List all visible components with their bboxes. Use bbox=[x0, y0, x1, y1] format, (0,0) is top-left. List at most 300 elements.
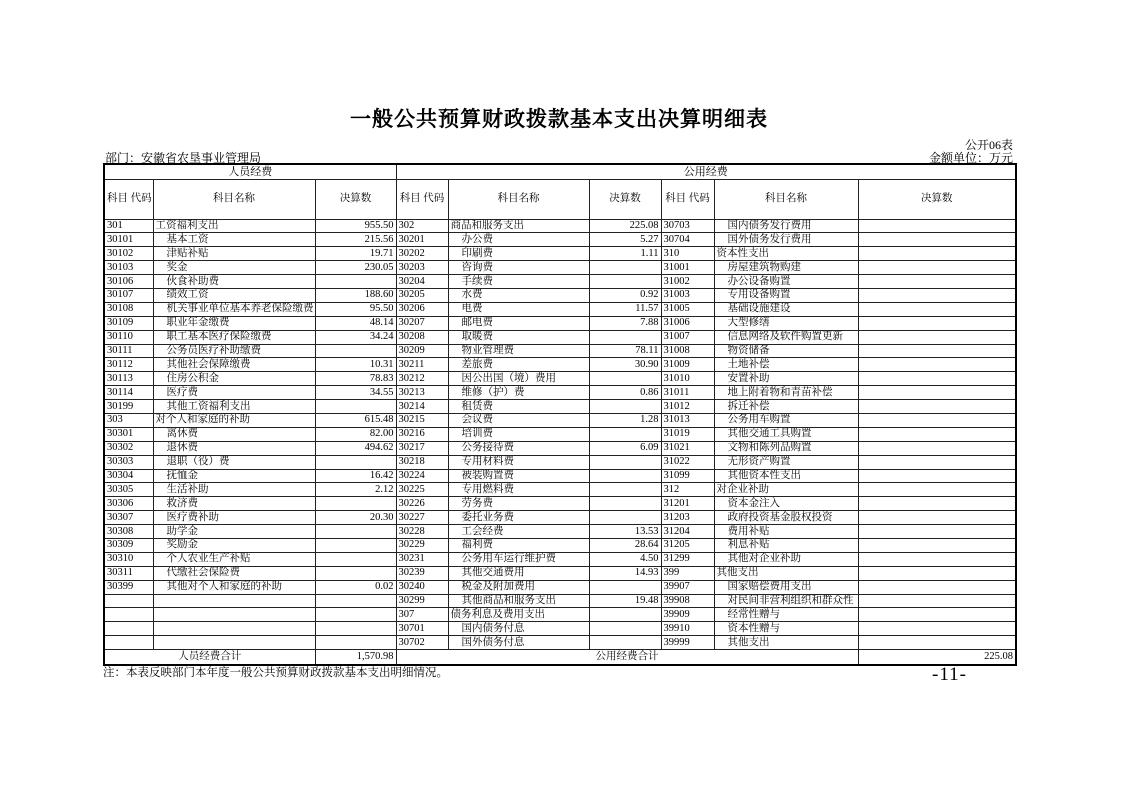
table-row bbox=[104, 622, 1016, 636]
subject-name-cell: 利息补贴 bbox=[714, 538, 858, 552]
subject-code-cell: 30240 bbox=[396, 580, 448, 594]
subject-name-cell: 因公出国（境）费用 bbox=[448, 372, 589, 386]
subject-name-cell bbox=[153, 608, 315, 622]
table-row bbox=[104, 483, 1016, 497]
subject-name-cell: 医疗费补助 bbox=[153, 511, 315, 525]
subject-code-cell: 30203 bbox=[396, 261, 448, 275]
amount-cell: 78.11 bbox=[589, 344, 661, 358]
table-row bbox=[104, 636, 1016, 650]
table-row bbox=[104, 552, 1016, 566]
amount-cell bbox=[858, 261, 1016, 275]
subject-code-cell: 30228 bbox=[396, 525, 448, 539]
subject-code-cell: 312 bbox=[661, 483, 714, 497]
subject-code-cell: 30216 bbox=[396, 427, 448, 441]
subject-code-cell: 31019 bbox=[661, 427, 714, 441]
subject-code-cell: 30206 bbox=[396, 302, 448, 316]
amount-cell bbox=[858, 302, 1016, 316]
table-row bbox=[104, 302, 1016, 316]
amount-cell: 4.50 bbox=[589, 552, 661, 566]
amount-cell bbox=[589, 608, 661, 622]
subject-code-cell: 31003 bbox=[661, 288, 714, 302]
subject-name-cell: 经常性赠与 bbox=[714, 608, 858, 622]
subject-name-cell: 离休费 bbox=[153, 427, 315, 441]
subject-code-cell: 31204 bbox=[661, 525, 714, 539]
amount-cell: 30.90 bbox=[589, 358, 661, 372]
amount-cell: 0.02 bbox=[315, 580, 396, 594]
amount-cell bbox=[589, 261, 661, 275]
amount-cell bbox=[858, 469, 1016, 483]
table-row bbox=[104, 511, 1016, 525]
footnote: 注：本表反映部门本年度一般公共预算财政拨款基本支出明细情况。 bbox=[103, 667, 448, 679]
subject-code-cell: 31022 bbox=[661, 455, 714, 469]
subject-code-cell bbox=[104, 622, 153, 636]
personnel-total-value: 1,570.98 bbox=[315, 650, 396, 665]
subject-name-cell: 国外债务付息 bbox=[448, 636, 589, 650]
subject-code-cell: 30201 bbox=[396, 233, 448, 247]
subject-name-cell: 其他对企业补助 bbox=[714, 552, 858, 566]
subject-code-cell: 30310 bbox=[104, 552, 153, 566]
subject-code-cell: 30311 bbox=[104, 566, 153, 580]
subject-code-cell: 39910 bbox=[661, 622, 714, 636]
amount-cell bbox=[858, 413, 1016, 427]
subject-code-header: 科目 代码 bbox=[104, 179, 153, 219]
amount-cell bbox=[589, 400, 661, 414]
subject-name-cell: 物业管理费 bbox=[448, 344, 589, 358]
amount-cell: 494.62 bbox=[315, 441, 396, 455]
subject-code-cell: 30101 bbox=[104, 233, 153, 247]
amount-cell: 225.08 bbox=[589, 219, 661, 233]
subject-name-cell: 安置补助 bbox=[714, 372, 858, 386]
amount-cell bbox=[858, 525, 1016, 539]
budget-detail-table bbox=[103, 163, 1017, 666]
subject-code-cell: 30702 bbox=[396, 636, 448, 650]
subject-code-cell: 30227 bbox=[396, 511, 448, 525]
page-number: -11- bbox=[932, 664, 967, 685]
amount-cell bbox=[589, 483, 661, 497]
table-row bbox=[104, 469, 1016, 483]
subject-name-cell: 邮电费 bbox=[448, 316, 589, 330]
totals-row bbox=[104, 650, 1016, 665]
subject-name-cell: 手续费 bbox=[448, 275, 589, 289]
table-row bbox=[104, 288, 1016, 302]
subject-code-cell: 31205 bbox=[661, 538, 714, 552]
subject-code-cell: 30224 bbox=[396, 469, 448, 483]
amount-cell bbox=[858, 580, 1016, 594]
subject-code-cell: 30110 bbox=[104, 330, 153, 344]
subject-name-cell: 公务接待费 bbox=[448, 441, 589, 455]
subject-code-cell: 31009 bbox=[661, 358, 714, 372]
subject-name-cell: 助学金 bbox=[153, 525, 315, 539]
subject-name-cell: 房屋建筑物购建 bbox=[714, 261, 858, 275]
subject-name-cell: 个人农业生产补贴 bbox=[153, 552, 315, 566]
amount-cell: 0.92 bbox=[589, 288, 661, 302]
amount-header: 决算数 bbox=[589, 179, 661, 219]
subject-name-cell: 住房公积金 bbox=[153, 372, 315, 386]
subject-name-cell: 工会经费 bbox=[448, 525, 589, 539]
amount-cell bbox=[858, 441, 1016, 455]
subject-name-cell: 地上附着物和青苗补偿 bbox=[714, 386, 858, 400]
subject-code-cell: 30114 bbox=[104, 386, 153, 400]
group-header-public: 公用经费 bbox=[396, 164, 1016, 179]
amount-cell bbox=[589, 372, 661, 386]
table-row bbox=[104, 316, 1016, 330]
document-page bbox=[103, 0, 1015, 794]
subject-code-cell: 30102 bbox=[104, 247, 153, 261]
subject-name-cell: 咨询费 bbox=[448, 261, 589, 275]
table-row bbox=[104, 261, 1016, 275]
subject-code-cell: 30107 bbox=[104, 288, 153, 302]
subject-name-cell: 文物和陈列品购置 bbox=[714, 441, 858, 455]
table-row bbox=[104, 594, 1016, 608]
subject-code-cell: 30199 bbox=[104, 400, 153, 414]
subject-code-cell: 30215 bbox=[396, 413, 448, 427]
subject-code-cell: 30304 bbox=[104, 469, 153, 483]
subject-name-cell: 费用补贴 bbox=[714, 525, 858, 539]
subject-name-cell bbox=[153, 622, 315, 636]
amount-cell bbox=[315, 622, 396, 636]
subject-name-header: 科目名称 bbox=[714, 179, 858, 219]
subject-code-cell: 30226 bbox=[396, 497, 448, 511]
amount-cell bbox=[589, 622, 661, 636]
amount-cell bbox=[858, 288, 1016, 302]
amount-cell bbox=[858, 455, 1016, 469]
table-row bbox=[104, 538, 1016, 552]
subject-name-cell: 其他对个人和家庭的补助 bbox=[153, 580, 315, 594]
subject-name-cell: 医疗费 bbox=[153, 386, 315, 400]
amount-cell bbox=[315, 455, 396, 469]
subject-name-cell: 办公设备购置 bbox=[714, 275, 858, 289]
subject-code-cell: 30701 bbox=[396, 622, 448, 636]
subject-code-cell bbox=[104, 594, 153, 608]
subject-code-cell: 30299 bbox=[396, 594, 448, 608]
table-row bbox=[104, 247, 1016, 261]
subject-code-cell: 30302 bbox=[104, 441, 153, 455]
amount-cell bbox=[315, 525, 396, 539]
subject-name-cell: 对民间非营利组织和群众性 bbox=[714, 594, 858, 608]
amount-cell bbox=[858, 427, 1016, 441]
table-row bbox=[104, 400, 1016, 414]
subject-name-cell: 信息网络及软件购置更新 bbox=[714, 330, 858, 344]
amount-cell bbox=[858, 372, 1016, 386]
subject-code-cell: 30109 bbox=[104, 316, 153, 330]
amount-cell bbox=[315, 552, 396, 566]
amount-cell bbox=[315, 344, 396, 358]
subject-code-cell: 30208 bbox=[396, 330, 448, 344]
amount-cell: 19.48 bbox=[589, 594, 661, 608]
amount-cell: 188.60 bbox=[315, 288, 396, 302]
subject-code-cell: 30211 bbox=[396, 358, 448, 372]
amount-cell bbox=[589, 455, 661, 469]
table-row bbox=[104, 330, 1016, 344]
amount-cell bbox=[315, 497, 396, 511]
amount-cell: 16.42 bbox=[315, 469, 396, 483]
subject-code-cell: 30231 bbox=[396, 552, 448, 566]
subject-code-cell: 30303 bbox=[104, 455, 153, 469]
amount-cell: 215.56 bbox=[315, 233, 396, 247]
amount-cell bbox=[858, 400, 1016, 414]
amount-cell bbox=[589, 427, 661, 441]
subject-code-cell: 31012 bbox=[661, 400, 714, 414]
table-row bbox=[104, 455, 1016, 469]
subject-code-cell: 307 bbox=[396, 608, 448, 622]
amount-cell bbox=[858, 330, 1016, 344]
amount-cell bbox=[589, 330, 661, 344]
amount-cell: 2.12 bbox=[315, 483, 396, 497]
subject-code-cell: 30239 bbox=[396, 566, 448, 580]
amount-cell: 615.48 bbox=[315, 413, 396, 427]
subject-name-cell bbox=[153, 594, 315, 608]
subject-name-cell: 其他支出 bbox=[714, 566, 858, 580]
table-row bbox=[104, 219, 1016, 233]
amount-cell: 19.71 bbox=[315, 247, 396, 261]
amount-cell bbox=[858, 358, 1016, 372]
table-row bbox=[104, 497, 1016, 511]
subject-name-cell: 电费 bbox=[448, 302, 589, 316]
subject-name-cell: 物资储备 bbox=[714, 344, 858, 358]
subject-code-cell: 30307 bbox=[104, 511, 153, 525]
subject-name-cell: 国内债务发行费用 bbox=[714, 219, 858, 233]
subject-code-header: 科目 代码 bbox=[661, 179, 714, 219]
subject-code-cell: 31005 bbox=[661, 302, 714, 316]
subject-name-cell: 职业年金缴费 bbox=[153, 316, 315, 330]
amount-cell bbox=[858, 511, 1016, 525]
subject-name-cell: 维修（护）费 bbox=[448, 386, 589, 400]
subject-code-cell: 30202 bbox=[396, 247, 448, 261]
subject-code-cell: 31099 bbox=[661, 469, 714, 483]
subject-name-cell: 资本金注入 bbox=[714, 497, 858, 511]
subject-name-cell: 绩效工资 bbox=[153, 288, 315, 302]
subject-code-cell: 30108 bbox=[104, 302, 153, 316]
amount-cell bbox=[858, 622, 1016, 636]
subject-code-cell: 301 bbox=[104, 219, 153, 233]
subject-name-cell: 无形资产购置 bbox=[714, 455, 858, 469]
department-label: 部门：安徽省农垦事业管理局 bbox=[105, 151, 262, 165]
subject-name-cell: 生活补助 bbox=[153, 483, 315, 497]
subject-code-cell: 30301 bbox=[104, 427, 153, 441]
table-row bbox=[104, 580, 1016, 594]
subject-code-cell: 31006 bbox=[661, 316, 714, 330]
subject-code-cell: 30205 bbox=[396, 288, 448, 302]
subject-name-cell: 基础设施建设 bbox=[714, 302, 858, 316]
subject-code-cell: 30204 bbox=[396, 275, 448, 289]
amount-cell bbox=[315, 538, 396, 552]
amount-cell: 1.11 bbox=[589, 247, 661, 261]
subject-name-cell: 其他工资福利支出 bbox=[153, 400, 315, 414]
amount-cell bbox=[858, 594, 1016, 608]
subject-name-cell: 拆迁补偿 bbox=[714, 400, 858, 414]
subject-code-cell: 30703 bbox=[661, 219, 714, 233]
public-total-value: 225.08 bbox=[858, 650, 1016, 665]
subject-name-cell: 基本工资 bbox=[153, 233, 315, 247]
subject-name-cell: 公务用车购置 bbox=[714, 413, 858, 427]
amount-cell bbox=[858, 497, 1016, 511]
subject-name-cell: 公务用车运行维护费 bbox=[448, 552, 589, 566]
subject-name-cell: 公务员医疗补助缴费 bbox=[153, 344, 315, 358]
subject-code-cell: 31299 bbox=[661, 552, 714, 566]
amount-cell: 230.05 bbox=[315, 261, 396, 275]
subject-code-cell: 30399 bbox=[104, 580, 153, 594]
table-row bbox=[104, 608, 1016, 622]
amount-cell: 82.00 bbox=[315, 427, 396, 441]
amount-cell: 78.83 bbox=[315, 372, 396, 386]
table-row bbox=[104, 427, 1016, 441]
amount-cell bbox=[858, 233, 1016, 247]
subject-name-cell: 对企业补助 bbox=[714, 483, 858, 497]
subject-name-cell: 其他交通工具购置 bbox=[714, 427, 858, 441]
subject-code-cell: 30212 bbox=[396, 372, 448, 386]
subject-name-cell: 津贴补贴 bbox=[153, 247, 315, 261]
amount-cell bbox=[315, 608, 396, 622]
subject-name-cell: 租赁费 bbox=[448, 400, 589, 414]
subject-code-cell: 31001 bbox=[661, 261, 714, 275]
subject-name-cell: 会议费 bbox=[448, 413, 589, 427]
amount-header: 决算数 bbox=[858, 179, 1016, 219]
amount-cell bbox=[315, 636, 396, 650]
amount-header: 决算数 bbox=[315, 179, 396, 219]
subject-code-cell: 30209 bbox=[396, 344, 448, 358]
subject-name-cell: 福利费 bbox=[448, 538, 589, 552]
subject-name-cell: 抚恤金 bbox=[153, 469, 315, 483]
subject-name-cell bbox=[153, 636, 315, 650]
subject-name-cell: 职工基本医疗保险缴费 bbox=[153, 330, 315, 344]
table-row bbox=[104, 441, 1016, 455]
subject-name-cell: 其他社会保障缴费 bbox=[153, 358, 315, 372]
amount-cell bbox=[589, 511, 661, 525]
amount-cell: 6.09 bbox=[589, 441, 661, 455]
page-title: 一般公共预算财政拨款基本支出决算明细表 bbox=[350, 107, 768, 131]
subject-code-cell: 39909 bbox=[661, 608, 714, 622]
subject-code-header: 科目 代码 bbox=[396, 179, 448, 219]
amount-cell: 10.31 bbox=[315, 358, 396, 372]
amount-cell bbox=[858, 552, 1016, 566]
table-row bbox=[104, 386, 1016, 400]
amount-cell bbox=[858, 275, 1016, 289]
subject-code-cell: 31021 bbox=[661, 441, 714, 455]
amount-cell bbox=[858, 316, 1016, 330]
amount-cell bbox=[589, 469, 661, 483]
column-header-row bbox=[104, 179, 1016, 219]
amount-cell: 0.86 bbox=[589, 386, 661, 400]
subject-code-cell: 31008 bbox=[661, 344, 714, 358]
subject-code-cell: 30225 bbox=[396, 483, 448, 497]
amount-cell: 13.53 bbox=[589, 525, 661, 539]
subject-name-cell: 奖金 bbox=[153, 261, 315, 275]
subject-code-cell: 31011 bbox=[661, 386, 714, 400]
subject-name-cell: 其他商品和服务支出 bbox=[448, 594, 589, 608]
amount-cell: 28.64 bbox=[589, 538, 661, 552]
subject-code-cell: 30308 bbox=[104, 525, 153, 539]
amount-cell bbox=[858, 247, 1016, 261]
amount-cell bbox=[858, 636, 1016, 650]
subject-name-cell: 政府投资基金股权投资 bbox=[714, 511, 858, 525]
amount-cell bbox=[858, 538, 1016, 552]
subject-code-cell: 30309 bbox=[104, 538, 153, 552]
table-row bbox=[104, 566, 1016, 580]
subject-code-cell: 30214 bbox=[396, 400, 448, 414]
amount-cell bbox=[315, 594, 396, 608]
subject-name-cell: 资本性赠与 bbox=[714, 622, 858, 636]
subject-name-cell: 退休费 bbox=[153, 441, 315, 455]
subject-code-cell: 399 bbox=[661, 566, 714, 580]
subject-name-cell: 工资福利支出 bbox=[153, 219, 315, 233]
subject-name-cell: 资本性支出 bbox=[714, 247, 858, 261]
subject-name-cell: 差旅费 bbox=[448, 358, 589, 372]
personnel-total-label: 人员经费合计 bbox=[104, 650, 315, 665]
subject-code-cell: 39999 bbox=[661, 636, 714, 650]
amount-cell: 48.14 bbox=[315, 316, 396, 330]
amount-cell bbox=[858, 219, 1016, 233]
table-row bbox=[104, 344, 1016, 358]
group-header-personnel: 人员经费 bbox=[104, 164, 396, 179]
subject-code-cell: 30103 bbox=[104, 261, 153, 275]
table-row bbox=[104, 525, 1016, 539]
amount-cell: 14.93 bbox=[589, 566, 661, 580]
subject-code-cell: 31203 bbox=[661, 511, 714, 525]
subject-code-cell: 31201 bbox=[661, 497, 714, 511]
subject-code-cell: 30217 bbox=[396, 441, 448, 455]
amount-cell bbox=[858, 608, 1016, 622]
subject-name-cell: 专用设备购置 bbox=[714, 288, 858, 302]
subject-code-cell: 30113 bbox=[104, 372, 153, 386]
subject-code-cell: 31002 bbox=[661, 275, 714, 289]
subject-name-header: 科目名称 bbox=[153, 179, 315, 219]
sheet-label: 公开06表 bbox=[964, 138, 1013, 152]
amount-cell: 1.28 bbox=[589, 413, 661, 427]
amount-cell: 34.55 bbox=[315, 386, 396, 400]
subject-name-cell: 其他支出 bbox=[714, 636, 858, 650]
subject-name-cell: 退职（役）费 bbox=[153, 455, 315, 469]
subject-code-cell: 39908 bbox=[661, 594, 714, 608]
subject-name-cell: 其他资本性支出 bbox=[714, 469, 858, 483]
subject-name-cell: 其他交通费用 bbox=[448, 566, 589, 580]
subject-code-cell: 30229 bbox=[396, 538, 448, 552]
subject-code-cell: 30305 bbox=[104, 483, 153, 497]
subject-code-cell bbox=[104, 636, 153, 650]
amount-cell: 20.30 bbox=[315, 511, 396, 525]
subject-code-cell: 39907 bbox=[661, 580, 714, 594]
amount-cell: 5.27 bbox=[589, 233, 661, 247]
public-total-label: 公用经费合计 bbox=[396, 650, 858, 665]
subject-name-cell: 取暖费 bbox=[448, 330, 589, 344]
subject-code-cell: 30306 bbox=[104, 497, 153, 511]
subject-code-cell: 30213 bbox=[396, 386, 448, 400]
subject-code-cell: 303 bbox=[104, 413, 153, 427]
group-header-row bbox=[104, 164, 1016, 179]
subject-name-cell: 专用材料费 bbox=[448, 455, 589, 469]
subject-code-cell: 30106 bbox=[104, 275, 153, 289]
amount-cell bbox=[858, 483, 1016, 497]
subject-name-cell: 被装购置费 bbox=[448, 469, 589, 483]
amount-unit-label: 金额单位：万元 bbox=[928, 151, 1013, 165]
amount-cell bbox=[858, 386, 1016, 400]
amount-cell bbox=[589, 497, 661, 511]
subject-name-header: 科目名称 bbox=[448, 179, 589, 219]
subject-name-cell: 专用燃料费 bbox=[448, 483, 589, 497]
amount-cell bbox=[589, 636, 661, 650]
subject-code-cell: 30111 bbox=[104, 344, 153, 358]
subject-name-cell: 印刷费 bbox=[448, 247, 589, 261]
amount-cell: 34.24 bbox=[315, 330, 396, 344]
subject-name-cell: 救济费 bbox=[153, 497, 315, 511]
amount-cell bbox=[589, 275, 661, 289]
subject-name-cell: 办公费 bbox=[448, 233, 589, 247]
subject-name-cell: 委托业务费 bbox=[448, 511, 589, 525]
amount-cell bbox=[315, 275, 396, 289]
amount-cell: 955.50 bbox=[315, 219, 396, 233]
subject-name-cell: 债务利息及费用支出 bbox=[448, 608, 589, 622]
subject-code-cell: 30218 bbox=[396, 455, 448, 469]
subject-code-cell: 30704 bbox=[661, 233, 714, 247]
